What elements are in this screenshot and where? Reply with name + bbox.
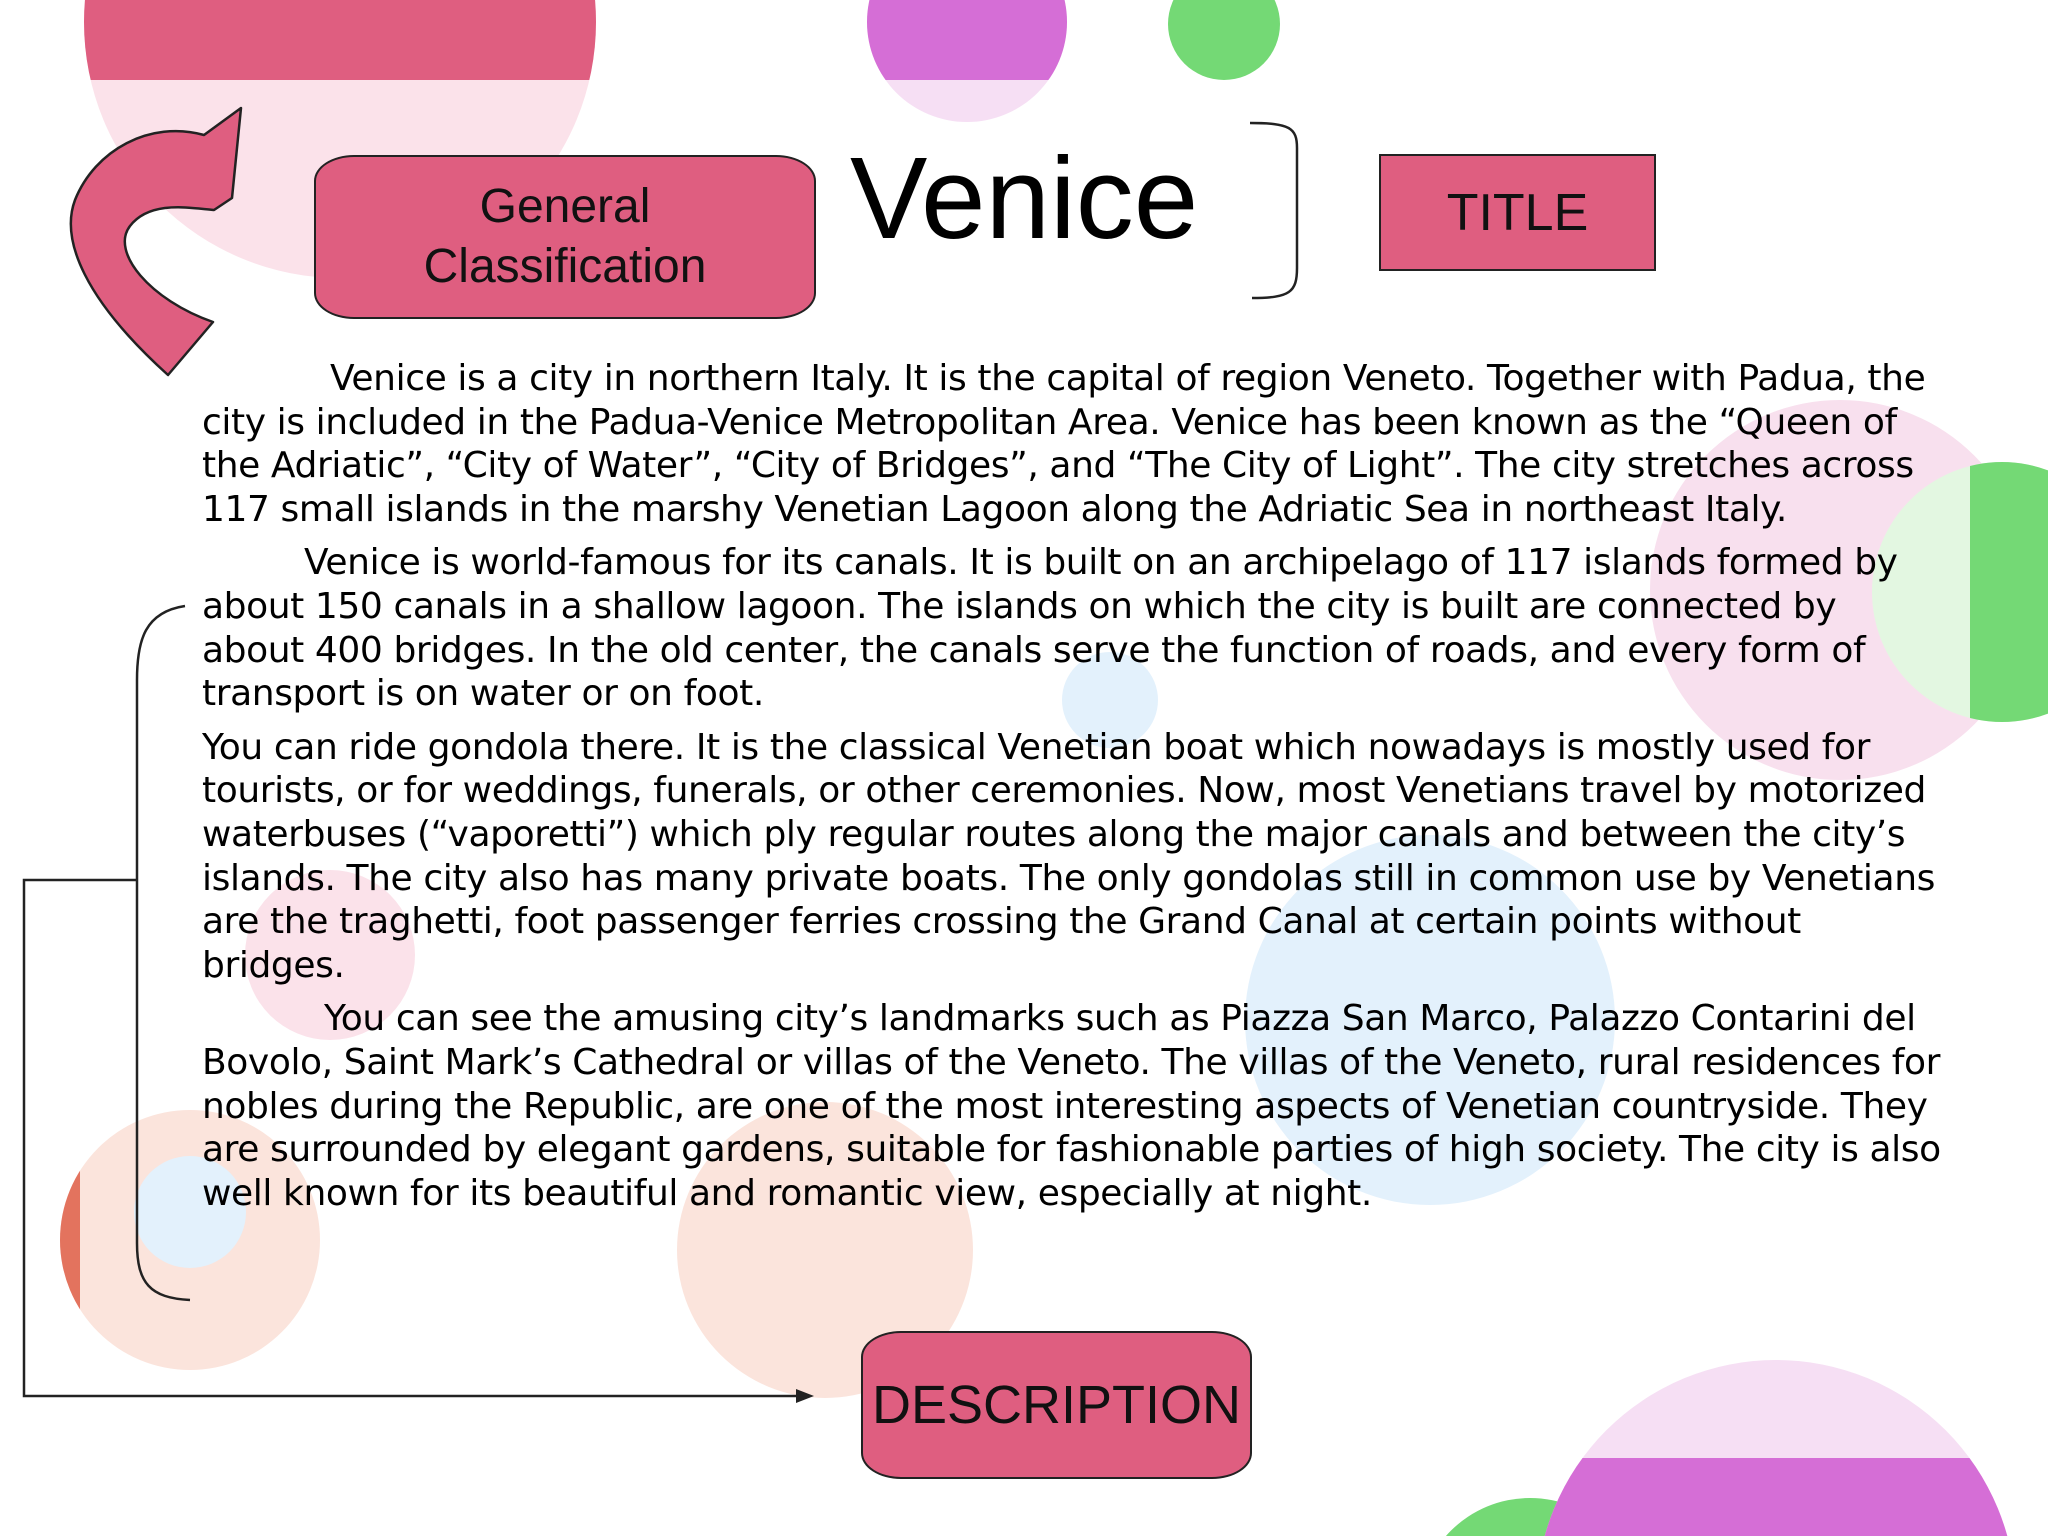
title-label: TITLE (1379, 154, 1656, 271)
bracket-icon (1250, 123, 1297, 298)
circle-right-green-band (1970, 440, 2048, 760)
circle-top-violet-band (860, 0, 1080, 80)
circle-top-green (1168, 0, 1280, 80)
circle-bottom-right-band (1520, 1458, 2040, 1536)
general-classification-line2: Classification (423, 240, 707, 293)
general-classification-label (314, 155, 816, 319)
paragraph-intro: Venice is a city in northern Italy. It is the capital of region Veneto. Together with Padua, the city is included in the Padua-Venice Metropolitan Area. Venice has been known as the “Queen of the Adriatic”, “City of Water”, “City of Bridges”, and “The City of Light”. The city stretches across 117 small islands in the marshy Venetian Lagoon along the Adriatic Sea in northeast Italy. (202, 358, 1926, 530)
general-classification-line1: General (479, 180, 651, 233)
circle-lower-left-band (40, 1100, 80, 1400)
page-title: Venice (850, 133, 1199, 263)
body-text (202, 357, 1942, 1225)
description-label: DESCRIPTION (861, 1331, 1252, 1479)
paragraph-gondola: You can ride gondola there. It is the classical Venetian boat which nowadays is mostly used for tourists, or for weddings, funerals, or other ceremonies. Now, most Venetians travel by motorized waterbuses (“vaporetti”) which ply regular routes along the major canals and between the city’s islands. The city also has many private boats. The only gondolas still in common use by Venetians are the traghetti, foot passenger ferries crossing the Grand Canal at certain points without bridges. (202, 726, 1935, 986)
paragraph-landmarks: You can see the amusing city’s landmarks such as Piazza San Marco, Palazzo Contarini del Bovolo, Saint Mark’s Cathedral or villas of the Veneto. The villas of the Veneto, rural residences for nobles during the Republic, are one of the most interesting aspects of Venetian countryside. They are surrounded by elegant gardens, suitable for fashionable parties of high society. The city is also well known for its beautiful and romantic view, especially at night. (202, 998, 1941, 1214)
paragraph-canals: Venice is world-famous for its canals. It is built on an archipelago of 117 islands formed by about 150 canals in a shallow lagoon. The islands on which the city is built are connected by about 400 bridges. In the old center, the canals serve the function of roads, and every form of transport is on water or on foot. (202, 542, 1898, 715)
circle-top-left-band (84, 0, 596, 80)
